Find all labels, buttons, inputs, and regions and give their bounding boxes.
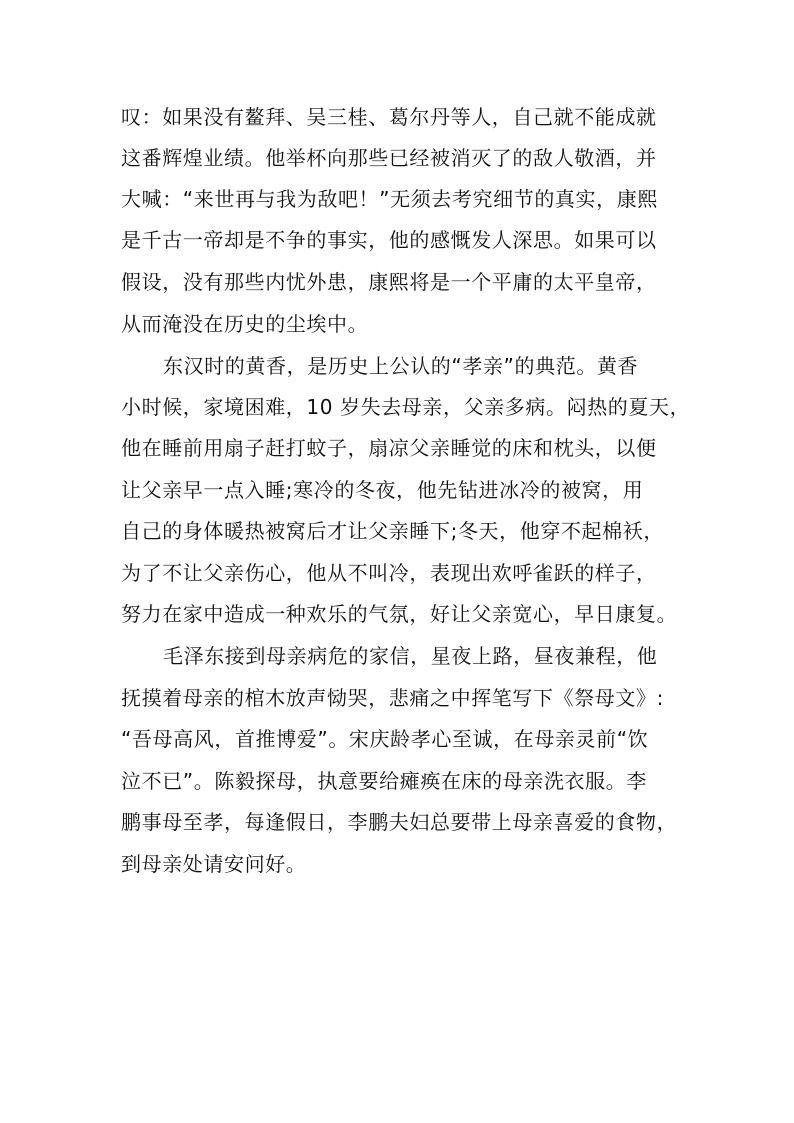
- text-line: 泣不已”。陈毅探母，执意要给瘫痪在床的母亲洗衣服。李: [121, 769, 647, 793]
- text-line: 自己的身体暖热被窝后才让父亲睡下;冬天，他穿不起棉袄，: [121, 519, 664, 543]
- text-line: 抚摸着母亲的棺木放声恸哭，悲痛之中挥笔写下《祭母文》:: [121, 686, 664, 710]
- text-line: 从而淹没在历史的尘埃中。: [121, 312, 369, 336]
- text-line: 小时候，家境困难，10 岁失去母亲，父亲多病。闷热的夏天，: [121, 395, 691, 419]
- text-line: 为了不让父亲伤心，他从不叫冷，表现出欢呼雀跃的样子，: [121, 561, 657, 585]
- text-line: 努力在家中造成一种欢乐的气氛，好让父亲宽心，早日康复。: [121, 602, 678, 626]
- text-line: 鹏事母至孝，每逢假日，李鹏夫妇总要带上母亲喜爱的食物，: [121, 810, 678, 834]
- text-line: 到母亲处请安问好。: [121, 852, 307, 876]
- text-line: 大喊：“来世再与我为敌吧！”无须去考究细节的真实，康熙: [121, 187, 658, 211]
- text-line: 他在睡前用扇子赶打蚊子，扇凉父亲睡觉的床和枕头，以便: [121, 436, 657, 460]
- text-line: 这番辉煌业绩。他举杯向那些已经被消灭了的敌人敬酒，并: [121, 146, 657, 170]
- text-line: 叹：如果没有鳌拜、吴三桂、葛尔丹等人，自己就不能成就: [121, 105, 657, 129]
- text-line: 是千古一帝却是不争的事实，他的感慨发人深思。如果可以: [121, 228, 657, 252]
- text-line: “吾母高风，首推博爱”。宋庆龄孝心至诚，在母亲灵前“饮: [121, 727, 649, 751]
- text-line: 让父亲早一点入睡;寒冷的冬夜，他先钻进冰冷的被窝，用: [121, 478, 644, 502]
- paragraph-start-line: 毛泽东接到母亲病危的家信，星夜上路，昼夜兼程，他: [163, 644, 658, 668]
- text-line: 假设，没有那些内忧外患，康熙将是一个平庸的太平皇帝，: [121, 270, 657, 294]
- paragraph-start-line: 东汉时的黄香，是历史上公认的“孝亲”的典范。黄香: [163, 354, 639, 378]
